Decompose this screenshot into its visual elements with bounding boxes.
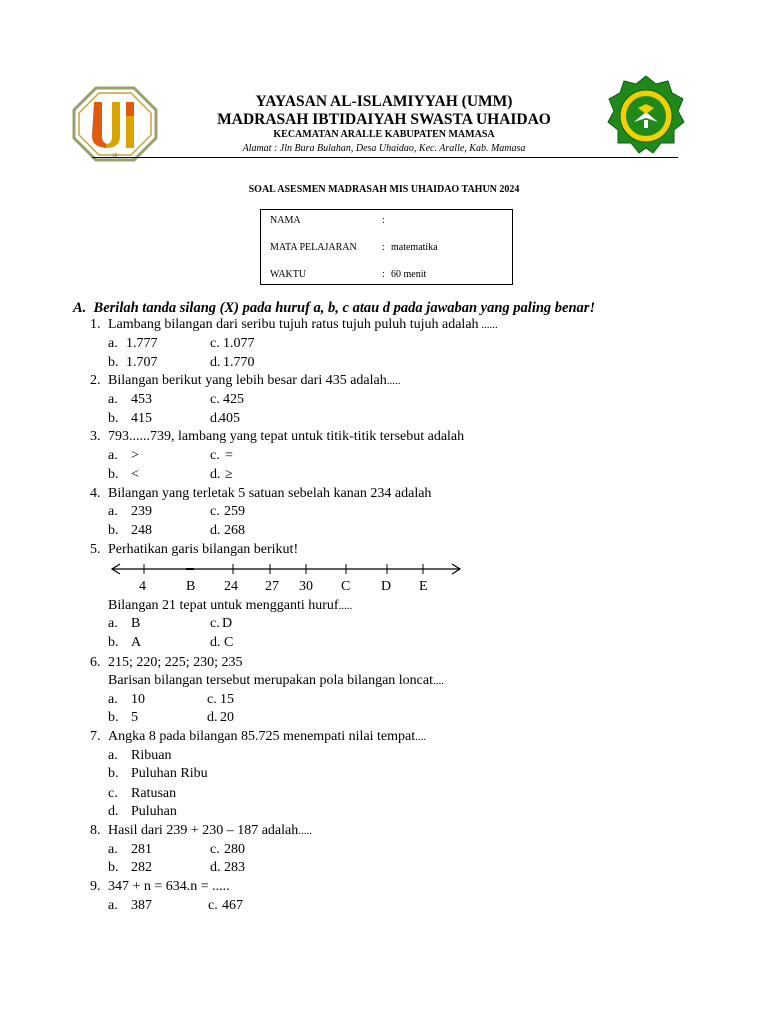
left-logo-text: UI	[112, 153, 118, 159]
number-line-label: C	[341, 579, 351, 594]
option-value: 425	[223, 392, 244, 407]
question-5-followup	[108, 598, 352, 614]
option-label[interactable]: c.	[108, 786, 118, 801]
option-value: 15	[220, 692, 234, 707]
info-row-subject	[270, 242, 510, 256]
question-9-text	[108, 879, 230, 895]
number-line-label: 24	[224, 579, 238, 594]
option-label[interactable]: a.	[108, 616, 118, 631]
option-label[interactable]: c.	[210, 842, 220, 857]
info-label: WAKTU	[270, 269, 307, 280]
number-line	[108, 560, 464, 600]
option-label[interactable]: b.	[108, 355, 119, 370]
option-label[interactable]: d.	[210, 411, 221, 426]
answer-dots: ......	[478, 319, 498, 331]
option-value: 5	[131, 710, 138, 725]
info-row-name	[270, 215, 510, 229]
info-label: NAMA	[270, 215, 301, 226]
option-value: Puluhan Ribu	[131, 766, 208, 781]
option-value: 248	[131, 523, 152, 538]
option-label[interactable]: b.	[108, 467, 119, 482]
question-text: 347 + n = 634.n = .....	[108, 879, 230, 894]
question-text: Bilangan berikut yang lebih besar dari 435 adalah	[108, 373, 387, 388]
section-heading	[73, 300, 595, 316]
question-2-text	[108, 373, 401, 389]
info-value: 60 menit	[391, 269, 427, 280]
student-info-box	[260, 209, 513, 285]
header-divider	[92, 157, 678, 158]
question-6-followup	[108, 673, 444, 689]
number-line-label: 27	[265, 579, 279, 594]
option-label[interactable]: d.	[210, 860, 221, 875]
info-colon: :	[382, 269, 385, 280]
option-value: B	[131, 616, 141, 631]
option-label[interactable]: c.	[207, 692, 217, 707]
question-text: Bilangan yang terletak 5 satuan sebelah kanan 234 adalah	[108, 486, 432, 501]
number-line-label: D	[381, 579, 392, 594]
option-value: 283	[224, 860, 245, 875]
question-number: 7.	[90, 729, 101, 744]
question-7-text	[108, 729, 426, 745]
option-value: A	[131, 635, 142, 650]
info-row-time	[270, 269, 510, 283]
option-value: 415	[131, 411, 152, 426]
info-value: matematika	[391, 242, 438, 253]
option-value: 1.770	[223, 355, 255, 370]
section-instruction: Berilah tanda silang (X) pada huruf a, b, c atau d pada jawaban yang paling benar!	[93, 300, 596, 316]
option-label[interactable]: b.	[108, 523, 119, 538]
option-value: 387	[131, 898, 152, 913]
option-value: 10	[131, 692, 145, 707]
question-text: Barisan bilangan tersebut merupakan pola bilangan loncat	[108, 673, 434, 688]
option-value: >	[131, 448, 139, 463]
question-text: Lambang bilangan dari seribu tujuh ratus tujuh puluh tujuh adalah	[108, 317, 479, 332]
option-label[interactable]: c.	[210, 616, 220, 631]
option-label[interactable]: c.	[210, 336, 220, 351]
option-value: 1.077	[223, 336, 255, 351]
option-value: 20	[220, 710, 234, 725]
option-value: Ratusan	[131, 786, 177, 801]
option-label[interactable]: a.	[108, 392, 118, 407]
question-5-text	[108, 542, 298, 558]
question-number: 2.	[90, 373, 101, 388]
option-label[interactable]: a.	[108, 898, 118, 913]
option-label[interactable]: a.	[108, 692, 118, 707]
option-label[interactable]: c.	[210, 448, 220, 463]
option-label[interactable]: b.	[108, 766, 119, 781]
question-4-text	[108, 486, 431, 502]
question-3-text	[108, 429, 464, 445]
question-8-text	[108, 823, 312, 839]
option-value: 268	[224, 523, 245, 538]
question-text: 793......739, lambang yang tepat untuk titik-titik tersebut adalah	[108, 429, 465, 444]
option-value: 405	[219, 411, 240, 426]
option-value: 1.777	[126, 336, 158, 351]
option-value: 467	[222, 898, 243, 913]
option-label[interactable]: a.	[108, 336, 118, 351]
option-label[interactable]: b.	[108, 710, 119, 725]
address-line: Alamat : Jln Bura Bulahan, Desa Uhaidao, Kec. Aralle, Kab. Mamasa	[242, 143, 526, 154]
option-value: C	[224, 635, 234, 650]
option-value: 453	[131, 392, 152, 407]
option-value: 281	[131, 842, 152, 857]
option-value: ≥	[225, 467, 233, 482]
option-label[interactable]: d.	[108, 804, 119, 819]
number-line-label: B	[186, 579, 196, 594]
answer-dots: ....	[433, 675, 445, 687]
question-number: 1.	[90, 317, 101, 332]
question-text: 215; 220; 225; 230; 235	[108, 655, 243, 670]
option-label[interactable]: d.	[210, 467, 221, 482]
option-value: 280	[224, 842, 245, 857]
question-1-text	[108, 317, 498, 333]
answer-dots: ....	[415, 731, 427, 743]
option-label[interactable]: c.	[210, 504, 220, 519]
section-letter: A.	[73, 300, 87, 316]
option-value: 282	[131, 860, 152, 875]
option-value: =	[225, 448, 233, 463]
info-colon: :	[382, 242, 385, 253]
district-line: KECAMATAN ARALLE KABUPATEN MAMASA	[273, 129, 495, 140]
option-label[interactable]: c.	[208, 898, 218, 913]
exam-title: SOAL ASESMEN MADRASAH MIS UHAIDAO TAHUN 2024	[248, 184, 520, 195]
info-colon: :	[382, 215, 385, 226]
option-label[interactable]: b.	[108, 860, 119, 875]
option-label[interactable]: d.	[210, 523, 221, 538]
option-value: 239	[131, 504, 152, 519]
question-number: 6.	[90, 655, 101, 670]
question-text: Bilangan 21 tepat untuk mengganti huruf	[108, 598, 339, 613]
question-6-text	[108, 655, 243, 671]
option-label[interactable]: a.	[108, 448, 118, 463]
foundation-name: YAYASAN AL-ISLAMIYYAH (UMM)	[255, 93, 513, 110]
answer-dots: .....	[298, 825, 312, 837]
number-line-label: 4	[139, 579, 146, 594]
answer-dots: .....	[386, 375, 401, 387]
option-label[interactable]: a.	[108, 748, 118, 763]
number-line-axis	[108, 560, 464, 578]
number-line-label: 30	[299, 579, 313, 594]
question-number: 4.	[90, 486, 101, 501]
question-number: 8.	[90, 823, 101, 838]
option-label[interactable]: c.	[210, 392, 220, 407]
question-text: Perhatikan garis bilangan berikut!	[108, 542, 299, 557]
question-text: Angka 8 pada bilangan 85.725 menempati nilai tempat	[108, 729, 416, 744]
option-value: 259	[224, 504, 245, 519]
question-number: 3.	[90, 429, 101, 444]
question-text: Hasil dari 239 + 230 – 187 adalah	[108, 823, 299, 838]
option-label[interactable]: a.	[108, 842, 118, 857]
option-label[interactable]: a.	[108, 504, 118, 519]
number-line-label: E	[419, 579, 428, 594]
answer-dots: .....	[338, 600, 353, 612]
option-value: Puluhan	[131, 804, 177, 819]
option-value: D	[222, 616, 233, 631]
option-value: 1.707	[126, 355, 158, 370]
option-label[interactable]: b.	[108, 635, 119, 650]
option-value: Ribuan	[131, 748, 172, 763]
option-label[interactable]: b.	[108, 411, 119, 426]
option-value: <	[131, 467, 139, 482]
option-label[interactable]: d.	[210, 635, 221, 650]
option-label[interactable]: d.	[207, 710, 218, 725]
option-label[interactable]: d.	[210, 355, 221, 370]
question-number: 5.	[90, 542, 101, 557]
question-number: 9.	[90, 879, 101, 894]
info-label: MATA PELAJARAN	[270, 242, 357, 253]
school-name: MADRASAH IBTIDAIYAH SWASTA UHAIDAO	[217, 111, 551, 128]
